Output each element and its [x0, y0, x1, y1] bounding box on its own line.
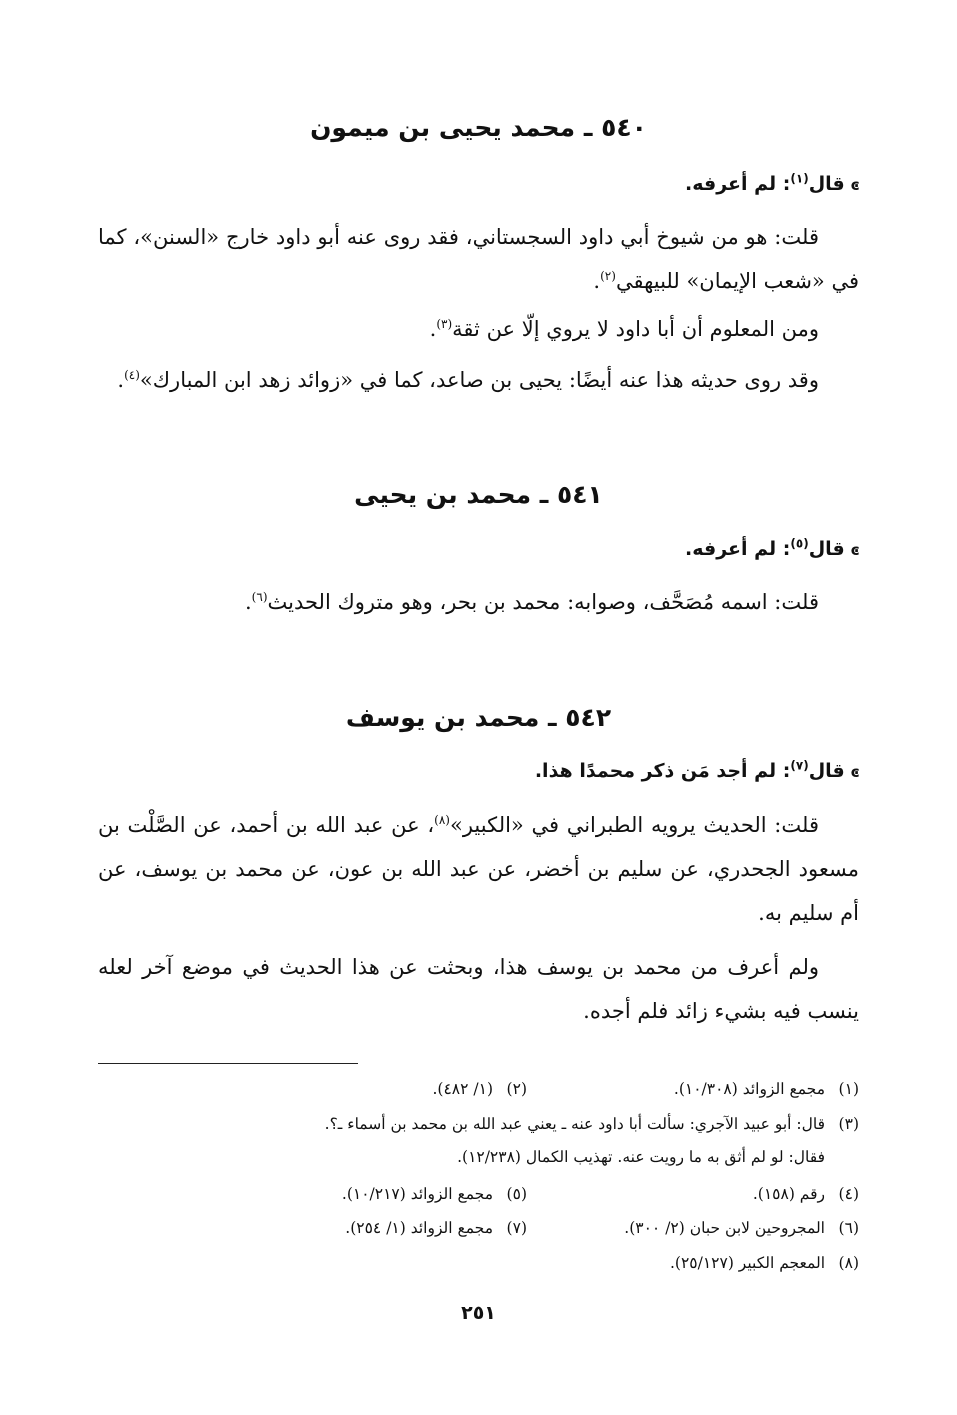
paragraph: قلت: هو من شيوخ أبي داود السجستاني، فقد روى عنه أبو داود خارج «السنن»، كما في «شعب الإيمان» للبيهقي$^{(٢)}$. [98, 225, 859, 293]
paragraph: قلت: اسمه مُصَحَّف، وصوابه: محمد بن بحر، وهو متروك الحديث$^{(٦)}$. [244, 590, 819, 614]
footnote-ref[interactable]: (٣) [436, 317, 453, 331]
qal-text: : لم أجد مَن ذكر محمدًا هذا. [534, 760, 791, 782]
footnote-ref[interactable]: (٦) [251, 590, 268, 604]
paragraph: وقد روى حديثه هذا عنه أيضًا: يحيى بن صاعد، كما في «زوائد زهد ابن المبارك»$^{(٤)}$. [117, 368, 819, 392]
footnote-ref[interactable]: (٤) [124, 368, 140, 382]
footnote-item: (٣)قال: أبو عبيد الآجري: سألت أبا داود عنه ـ يعني عبد الله بن محمد بن أسماء ـ؟. [324, 1115, 859, 1133]
footnote-ref[interactable]: (٥) [790, 536, 809, 551]
footnote-ref[interactable]: (٨) [434, 813, 450, 827]
bullet-icon: ͼ [850, 541, 859, 559]
bullet-icon: ͼ [850, 176, 859, 194]
bullet-icon: ͼ [850, 763, 859, 781]
footnote-ref[interactable]: (٢) [600, 269, 616, 283]
qal-label: قال [808, 173, 845, 195]
qal-line [98, 760, 859, 782]
footnote-continuation: فقال: لو لم أثق به ما رويت عنه. تهذيب الكمال (١٢/٢٣٨). [457, 1148, 825, 1166]
paragraph: قلت: الحديث يرويه الطبراني في «الكبير»$^{(٨)}$، عن عبد الله بن أحمد، عن الصَّلْت بن مسعود الجحدري، عن سليم بن أخضر، عن عبد الله بن عون، عن محمد بن يوسف، عن أم سليم به. [98, 813, 859, 925]
footnote-item: (٢)(١/ ٤٨٢). [432, 1080, 527, 1098]
footnote-ref[interactable]: (١) [790, 171, 809, 186]
footnote-divider [98, 1063, 358, 1064]
qal-text: : لم أعرفه. [685, 173, 791, 195]
footnote-item: (٨)المعجم الكبير (٢٥/١٢٧). [669, 1254, 859, 1272]
qal-label: قال [808, 538, 845, 560]
footnote-item: (٤)رقم (١٥٨). [752, 1185, 859, 1203]
footnote-ref[interactable]: (٧) [790, 758, 809, 773]
footnote-item: (١)مجمع الزوائد (١٠/٣٠٨). [673, 1080, 859, 1098]
footnote-item: (٥)مجمع الزوائد (١٠/٢١٧). [341, 1185, 527, 1203]
entry-heading: ٥٤٢ ـ محمد بن يوسف [345, 703, 612, 732]
paragraph: ومن المعلوم أن أبا داود لا يروي إلّا عن ثقة$^{(٣)}$. [429, 317, 819, 341]
entry-heading: ٥٤٠ ـ محمد يحيى بن ميمون [310, 113, 647, 142]
qal-line [98, 538, 859, 560]
footnote-item: (٧)مجمع الزوائد (١/ ٢٥٤). [345, 1219, 527, 1237]
footnote-item: (٦)المجروحين لابن حبان (٢/ ٣٠٠). [624, 1219, 859, 1237]
qal-text: : لم أعرفه. [685, 538, 791, 560]
page-number: ٢٥١ [461, 1302, 496, 1324]
qal-line [98, 173, 859, 195]
paragraph: ولم أعرف من محمد بن يوسف هذا، وبحثت عن هذا الحديث في موضع آخر لعله ينسب فيه بشيء زائد فلم أجده. [98, 955, 859, 1023]
entry-heading: ٥٤١ ـ محمد بن يحيى [354, 480, 603, 509]
qal-label: قال [808, 760, 845, 782]
